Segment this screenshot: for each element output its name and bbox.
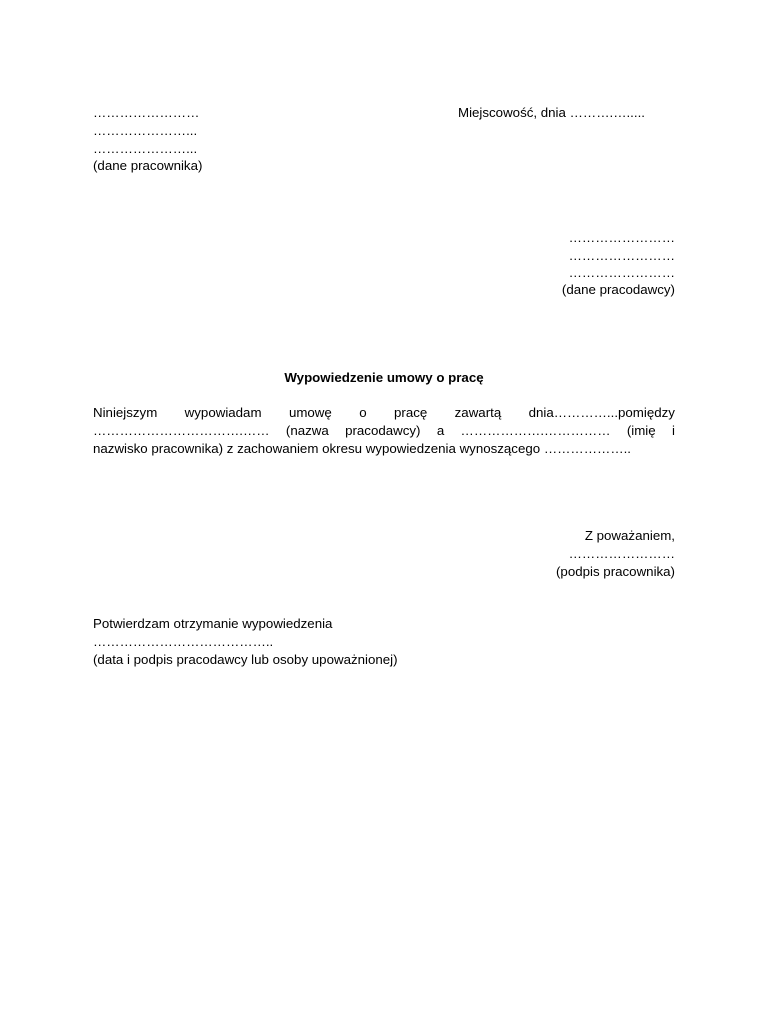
body-word: o — [359, 405, 367, 420]
body-word: dnia…………...pomiędzy — [528, 405, 675, 420]
place-date-dots: ……….…..... — [569, 105, 645, 120]
body-word: …………………………….…… — [93, 423, 270, 438]
document-title: Wypowiedzenie umowy o pracę — [284, 370, 484, 385]
body-word: (nazwa — [285, 423, 329, 438]
body-word: Niniejszym — [93, 405, 158, 420]
place-date-label: Miejscowość, dnia — [458, 105, 566, 120]
body-word: i — [671, 423, 675, 438]
body-line-3: nazwisko pracownika) z zachowaniem okresu wypowiedzenia wynoszącego ……………….. — [93, 441, 632, 456]
body-word: pracodawcy) — [345, 423, 421, 438]
place-date-line — [458, 104, 645, 122]
body-line-2 — [93, 422, 675, 440]
closing-signature-label: (podpis pracownika) — [556, 564, 675, 579]
confirmation-text: Potwierdzam otrzymanie wypowiedzenia — [93, 616, 333, 631]
body-word: pracę — [394, 405, 428, 420]
employer-dots-line-2: …………………… — [568, 248, 675, 263]
closing-greeting: Z poważaniem, — [584, 528, 675, 543]
employee-data-label: (dane pracownika) — [93, 158, 203, 173]
confirmation-label: (data i podpis pracodawcy lub osoby upoważnionej) — [93, 652, 398, 667]
closing-signature-dots: …………………… — [568, 546, 675, 561]
body-word: umowę — [288, 405, 332, 420]
employer-data-label: (dane pracodawcy) — [561, 282, 675, 297]
employee-dots-line-2: …………………... — [93, 123, 198, 138]
body-paragraph — [93, 404, 675, 458]
body-word: wypowiadam — [184, 405, 262, 420]
body-word: a — [436, 423, 445, 438]
employee-dots-line-1: …………………… — [93, 105, 200, 120]
body-line-1 — [93, 404, 675, 422]
body-word: zawartą — [454, 405, 502, 420]
employer-dots-line-1: …………………… — [568, 230, 675, 245]
body-word: ……………….…………… — [460, 423, 611, 438]
employer-dots-line-3: …………………… — [568, 265, 675, 280]
employee-dots-line-3: …………………... — [93, 141, 198, 156]
body-word: (imię — [626, 423, 656, 438]
confirmation-dots: ………………………………….. — [93, 634, 274, 649]
